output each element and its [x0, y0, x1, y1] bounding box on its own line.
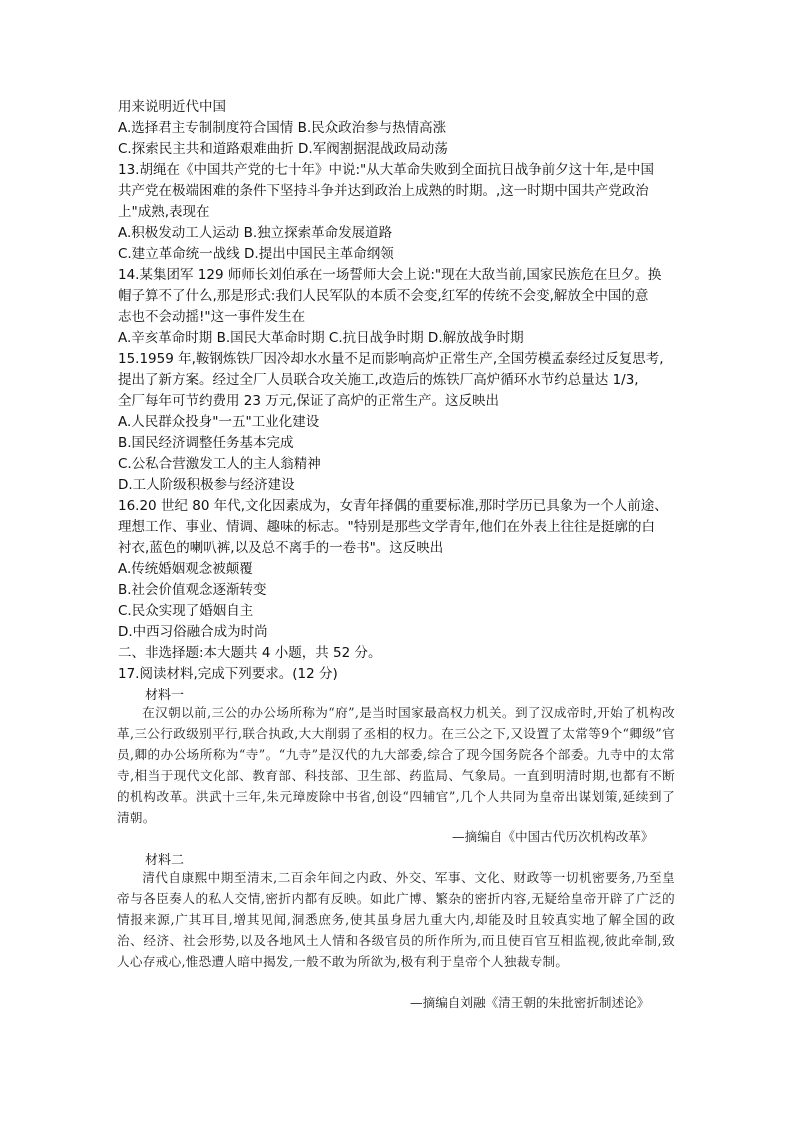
question-13-stem-line-1: 13.胡绳在《中国共产党的七十年》中说:"从大革命失败到全面抗日战争前夕这十年,是中国: [118, 162, 655, 178]
material-2-source: —摘编自刘融《清王朝的朱批密折制述论》: [410, 995, 650, 1010]
question-12-options-cd: C.探索民主共和道路艰难曲折 D.军阀割据混战政局动荡: [118, 141, 448, 157]
question-14-stem-line-3: 志也不会动摇!"这一事件发生在: [118, 309, 306, 325]
question-16-stem-line-3: 衬衣,蓝色的喇叭裤,以及总不离手的一卷书"。这反映出: [118, 540, 444, 556]
question-12-stem-end: 用来说明近代中国: [118, 99, 226, 115]
question-16-stem-line-2: 理想工作、事业、情调、趣味的标志。"特别是那些文学青年,他们在外表上往往是挺廓的白: [118, 519, 655, 535]
question-13-stem-line-2: 共产党在极端困难的条件下坚持斗争并达到政治上成熟的时期。,这一时期中国共产党政治: [118, 183, 649, 199]
material-1-source: —摘编自《中国古代历次机构改革》: [452, 829, 654, 844]
question-16-option-c: C.民众实现了婚姻自主: [118, 603, 254, 619]
material-1-text: 在汉朝以前,三公的办公场所称为“府”,是当时国家最高权力机关。到了汉成帝时,开始了机构改革,三公行政级别平行,联合执政,大大削弱了丞相的权力。在三公之下,又设置了太常等9个“卿级”官员,卿的办公场所称为“寺”。“九寺”是汉代的九大部委,综合了现今国务院各个部委。九寺中的太常寺,相当于现代文化部、教育部、科技部、卫生部、药监局、气象局。一直到明清时期,也都有不断的机构改革。洪武十三年,朱元璋废除中书省,创设“四辅官”,几个人共同为皇帝出谋划策,延续到了清朝。: [117, 705, 675, 825]
question-15-stem-line-3: 全厂每年可节约费用 23 万元,保证了高炉的正常生产。这反映出: [118, 393, 500, 409]
question-15-option-a: A.人民群众投身"一五"工业化建设: [118, 414, 320, 430]
material-1-label: 材料一: [145, 688, 185, 703]
question-14-options: A.辛亥革命时期 B.国民大革命时期 C.抗日战争时期 D.解放战争时期: [118, 330, 524, 346]
question-17-stem: 17.阅读材料,完成下列要求。(12 分): [118, 666, 338, 682]
question-13-options-cd: C.建立革命统一战线 D.提出中国民主革命纲领: [118, 246, 394, 262]
question-13-stem-line-3: 上"成熟,表现在: [118, 204, 210, 220]
question-15-stem-line-2: 提出了新方案。经过全厂人员联合攻关施工,改造后的炼铁厂高炉循环水节约总量达 1/3,: [118, 372, 639, 388]
question-14-stem-line-1: 14.某集团军 129 师师长刘伯承在一场誓师大会上说:"现在大敌当前,国家民族危在旦夕。换: [118, 267, 662, 283]
question-12-options-ab: A.选择君主专制制度符合国情 B.民众政治参与热情高涨: [118, 120, 447, 136]
question-14-stem-line-2: 帽子算不了什么,那是形式:我们人民军队的本质不会变,红军的传统不会变,解放全中国的意: [118, 288, 649, 304]
question-16-option-d: D.中西习俗融合成为时尚: [118, 624, 268, 640]
question-16-stem-line-1: 16.20 世纪 80 年代,文化因素成为，女青年择偶的重要标准,那时学历已具象为一个人前途、: [118, 498, 668, 514]
material-2-text: 清代自康熙中期至清末,二百余年间之内政、外交、军事、文化、财政等一切机密要务,乃至皇帝与各臣奏人的私人交情,密折内都有反映。如此广博、繁杂的密折内容,无疑给皇帝开辟了广泛的情报来源,广其耳目,增其见闻,洞悉庶务,使其虽身居九重大内,却能及时且较真实地了解全国的政治、经济、社会形势,以及各地风土人情和各级官员的所作所为,而且使百官互相监视,彼此牵制,致人心存戒心,惟恐遭人暗中揭发,一般不敢为所欲为,极有利于皇帝个人独裁专制。: [117, 870, 675, 969]
material-2-label: 材料二: [145, 853, 185, 868]
question-15-option-c: C.公私合营激发工人的主人翁精神: [118, 456, 321, 472]
material-2-body: [117, 867, 675, 972]
question-13-options-ab: A.积极发动工人运动 B.独立探索革命发展道路: [118, 225, 393, 241]
question-16-option-b: B.社会价值观念逐渐转变: [118, 582, 267, 598]
question-15-option-b: B.国民经济调整任务基本完成: [118, 435, 294, 451]
material-1-body: [117, 702, 675, 828]
section-heading: 二、非选择题:本大题共 4 小题，共 52 分。: [118, 645, 382, 661]
question-15-stem-line-1: 15.1959 年,鞍钢炼铁厂因冷却水水量不足而影响高炉正常生产,全国劳模孟泰经过反复思考,: [118, 351, 664, 367]
question-15-option-d: D.工人阶级积极参与经济建设: [118, 477, 295, 493]
question-16-option-a: A.传统婚姻观念被颠覆: [118, 561, 253, 577]
